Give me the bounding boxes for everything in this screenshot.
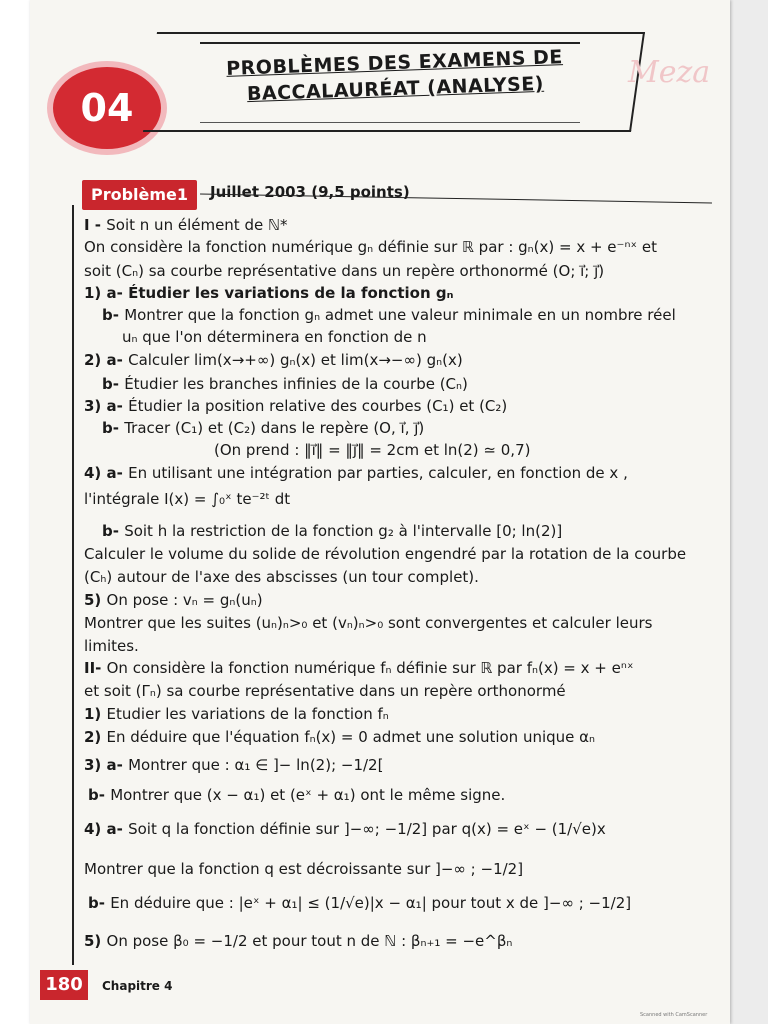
page-title-line2: BACCALAURÉAT (ANALYSE) [246, 72, 545, 106]
text-line: b- Étudier les branches infinies de la courbe (Cₙ) [102, 375, 468, 393]
text-line: b- Tracer (C₁) et (C₂) dans le repère (O, i⃗, j⃗) [102, 419, 425, 437]
text-line: b- En déduire que : |eˣ + α₁| ≤ (1/√e)|x − α₁| pour tout x de ]−∞ ; −1/2] [88, 894, 632, 912]
text-line: 5) On pose β₀ = −1/2 et pour tout n de ℕ : βₙ₊₁ = −e^βₙ [84, 932, 513, 950]
page-title-line1: PROBLÈMES DES EXAMENS DE [225, 46, 564, 80]
watermark-logo: Meza [628, 55, 711, 90]
text-line: 3) a- Montrer que : α₁ ∈ ]− ln(2); −1/2[ [84, 756, 384, 774]
text-line: On considère la fonction numérique gₙ définie sur ℝ par : gₙ(x) = x + e⁻ⁿˣ et [84, 238, 657, 256]
text-line: uₙ que l'on déterminera en fonction de n [122, 328, 427, 346]
text-line: b- Soit h la restriction de la fonction g₂ à l'intervalle [0; ln(2)] [102, 522, 563, 540]
text-line: 4) a- En utilisant une intégration par parties, calculer, en fonction de x , [84, 464, 628, 482]
text-line: 2) En déduire que l'équation fₙ(x) = 0 admet une solution unique αₙ [84, 728, 596, 746]
text-line: limites. [84, 637, 139, 655]
text-line: 2) a- Calculer lim(x→+∞) gₙ(x) et lim(x→−∞) gₙ(x) [84, 351, 463, 369]
problem-tag: Problème1 [82, 180, 197, 210]
text-line: I - Soit n un élément de ℕ* [84, 216, 288, 234]
chapter-label: Chapitre 4 [102, 979, 173, 993]
text-line: Montrer que les suites (uₙ)ₙ>₀ et (vₙ)ₙ>₀ sont convergentes et calculer leurs [84, 614, 653, 632]
text-line: soit (Cₙ) sa courbe représentative dans un repère orthonormé (O; i⃗; j⃗) [84, 262, 605, 280]
text-line: 1) a- Étudier les variations de la fonction gₙ [84, 284, 454, 302]
text-line: b- Montrer que la fonction gₙ admet une valeur minimale en un nombre réel [102, 306, 676, 324]
text-line: 1) Etudier les variations de la fonction fₙ [84, 705, 389, 723]
text-line: Montrer que la fonction q est décroissante sur ]−∞ ; −1/2] [84, 860, 524, 878]
text-line: et soit (Γₙ) sa courbe représentative dans un repère orthonormé [84, 682, 566, 700]
page-number: 180 [40, 970, 88, 1000]
problem-date: Juillet 2003 (9,5 points) [210, 183, 410, 201]
text-line: l'intégrale I(x) = ∫₀ˣ te⁻²ᵗ dt [84, 490, 291, 508]
chapter-number-badge: 04 [53, 67, 161, 149]
text-line: 3) a- Étudier la position relative des courbes (C₁) et (C₂) [84, 397, 508, 415]
text-line: (On prend : ‖i⃗‖ = ‖j⃗‖ = 2cm et ln(2) ≃ 0,7) [214, 441, 531, 459]
frame-left-rule [72, 205, 75, 965]
scan-watermark: Scanned with CamScanner [640, 1012, 708, 1018]
text-line: Calculer le volume du solide de révolution engendré par la rotation de la courbe [84, 545, 687, 563]
text-line: II- On considère la fonction numérique fₙ définie sur ℝ par fₙ(x) = x + eⁿˣ [84, 659, 634, 677]
text-line: 5) On pose : vₙ = gₙ(uₙ) [84, 591, 263, 609]
background-strip [726, 0, 768, 1024]
text-line: b- Montrer que (x − α₁) et (eˣ + α₁) ont le même signe. [88, 786, 506, 804]
text-line: (Cₕ) autour de l'axe des abscisses (un tour complet). [84, 568, 479, 586]
text-line: 4) a- Soit q la fonction définie sur ]−∞; −1/2] par q(x) = eˣ − (1/√e)x [84, 820, 606, 838]
